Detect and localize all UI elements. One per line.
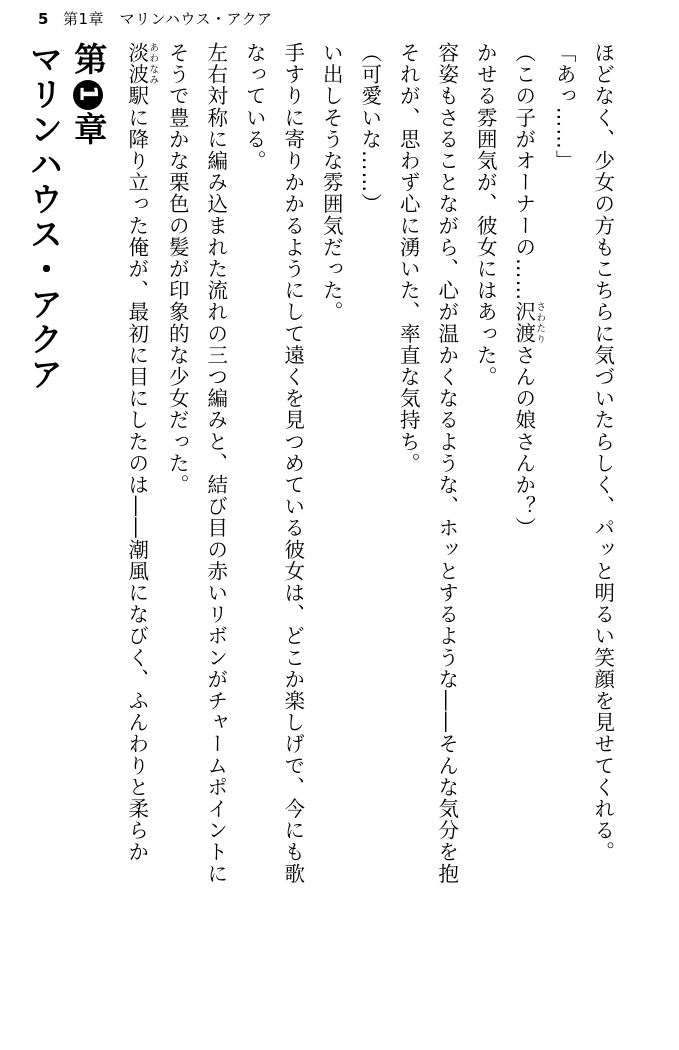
text-column (196, 42, 235, 1027)
text-line: 手すりに寄りかかるようにして遠くを見つめている彼女は、どこか楽しげで、今にも歌 (280, 42, 305, 885)
chapter-title: マリンハウス・アクア (25, 42, 64, 392)
chapter-label-prefix: 第 (69, 42, 109, 78)
chapter-number-line (68, 42, 109, 148)
page-number: 5 (38, 10, 49, 28)
text-line: それが、思わず心に湧いた、率直な気持ち。 (396, 42, 421, 474)
text-line: 左右対称に編み込まれた流れの三つ編みと、結び目の赤いリボンがチャームポイントに (203, 42, 228, 885)
text-line: 「あっ……」 (552, 42, 577, 172)
text-column (312, 42, 351, 1027)
text-column (158, 42, 197, 1027)
text-line: そうで豊かな栗色の髪が印象的な少女だった。 (165, 42, 190, 496)
chapter-label-suffix: 章 (69, 112, 109, 148)
text-line: （可愛いな……） (357, 42, 382, 215)
text-line: なっている。 (242, 42, 267, 172)
text-column (466, 42, 505, 1027)
chapter-number-badge: 1 (73, 80, 103, 110)
text-line: （この子がオーナーの……沢渡さわたりさんの娘さんか？） (511, 42, 546, 539)
text-column (273, 42, 312, 1027)
ruby-awanami: 淡波あわなみ (124, 42, 159, 86)
page-body (17, 42, 657, 1038)
text-column (117, 42, 158, 1027)
running-head-title: 第1章 マリンハウス・アクア (62, 10, 273, 28)
text-column (583, 42, 622, 1027)
text-line: 淡波あわなみ駅に降り立った俺が、最初に目にしたのは――潮風になびく、ふんわりと柔らか (124, 42, 159, 863)
ruby-sawatari: 沢渡さわたり (511, 301, 546, 345)
text-column (350, 42, 389, 1027)
text-column (235, 42, 274, 1027)
text-line: かせる雰囲気が、彼女にはあった。 (473, 42, 498, 388)
text-line: い出しそうな雰囲気だった。 (319, 42, 344, 323)
text-line: 容姿もさることながら、心が温かくなるような、ホッとするような――そんな気分を抱 (434, 42, 459, 885)
running-head (38, 8, 273, 29)
text-column (545, 42, 584, 1027)
chapter-heading (21, 42, 109, 1027)
text-line: ほどなく、少女の方もこちらに気づいたらしく、パッと明るい笑顔を見せてくれる。 (590, 42, 615, 863)
text-column (427, 42, 466, 1027)
text-column (389, 42, 428, 1027)
text-column (504, 42, 545, 1027)
